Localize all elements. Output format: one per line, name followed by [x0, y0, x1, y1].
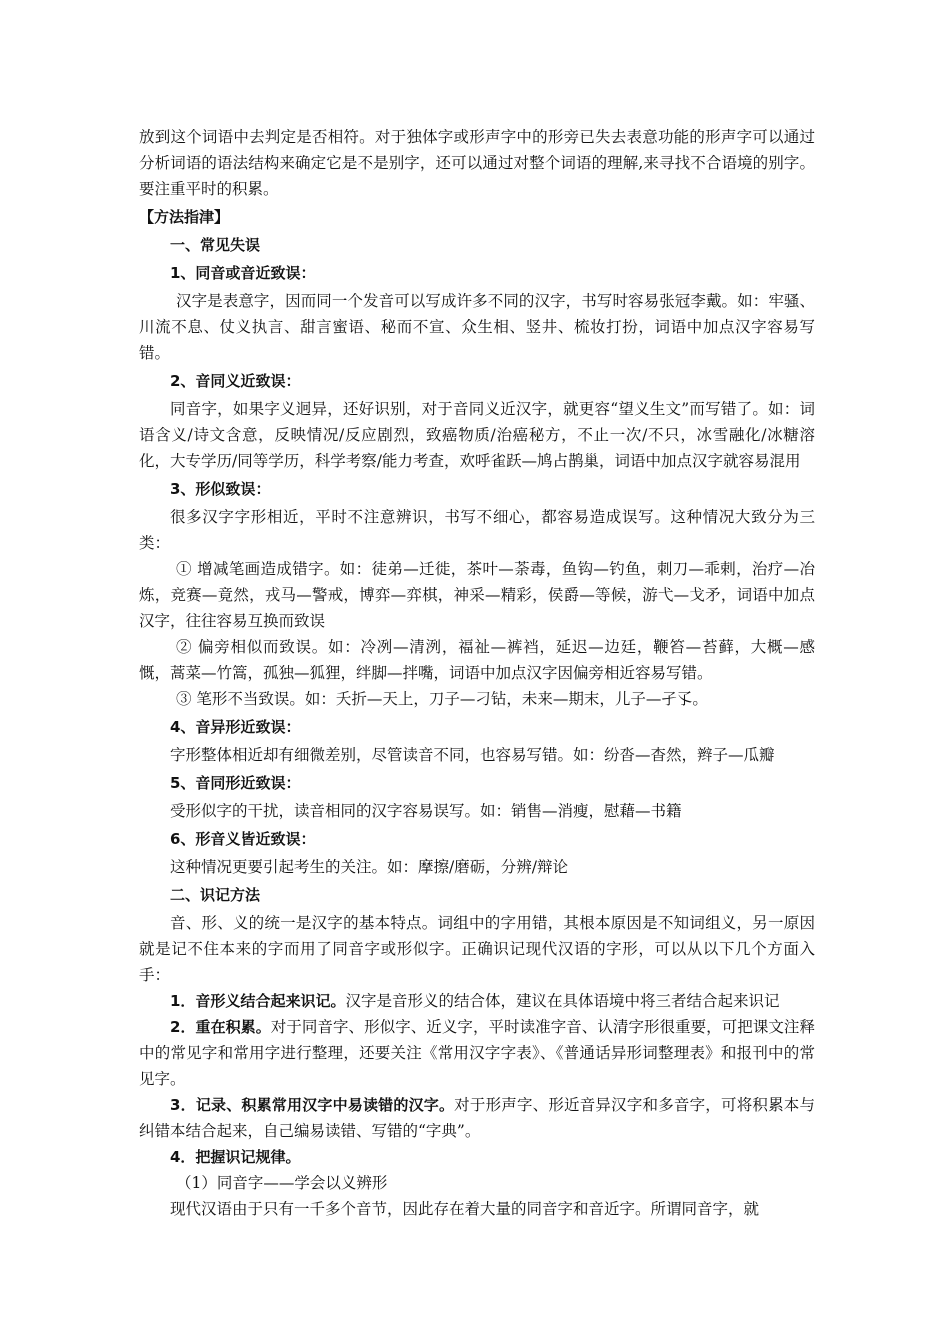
intro-paragraph: 放到这个词语中去判定是否相符。对于独体字或形声字中的形旁已失去表意功能的形声字可以通过分析词语的语法结构来确定它是不是别字，还可以通过对整个词语的理解,来寻找不合语境的别字。要注重平时的积累。: [139, 128, 815, 198]
point-3-text: 对于形声字、形近音异汉字和多音字，可将积累本与纠错本结合起来，自己编易读错、写错的“字典”。: [139, 1096, 815, 1140]
point-1-text: 汉字是音形义的结合体，建议在具体语境中将三者结合起来识记: [345, 992, 780, 1010]
item-3-sub-2: ② 偏旁相似而致误。如：冷冽—清洌，福祉—裤裆，延迟—边廷，鞭笞—苔藓，大概—感慨，蒿菜—竹篙，孤独—狐狸，绊脚—拌嘴，词语中加点汉字因偏旁相近容易写错。: [139, 638, 815, 682]
item-1-title: 1、同音或音近致误：: [170, 264, 316, 282]
item-3-sub-1: ① 增减笔画造成错字。如：徒弟—迁徙，茶叶—荼毒，鱼钩—钓鱼，刺刀—乖剌，治疗—冶炼，竞赛—竟然，戎马—警戒，博弈—弈棋，神采—精彩，侯爵—等候，游弋—戈矛，词语中加点汉字，往往容易互换而致误: [139, 560, 815, 630]
item-5-title: 5、音同形近致误：: [170, 774, 301, 792]
item-4-body: 字形整体相近却有细微差别，尽管读音不同，也容易写错。如：纷沓—杳然，辫子—瓜瓣: [170, 746, 775, 764]
document-page: [139, 124, 815, 1222]
item-3-sub-3: ③ 笔形不当致误。如：夭折—天上，刀子—刁钻，未来—期末，儿子—孑孓。: [176, 690, 708, 708]
item-3-title: 3、形似致误：: [170, 480, 271, 498]
point-4: [139, 1144, 815, 1170]
point-2-lead: 2．重在积累。: [170, 1018, 271, 1036]
item-6-title: 6、形音义皆近致误：: [170, 830, 316, 848]
item-4-title: 4、音异形近致误：: [170, 718, 301, 736]
point-3-lead: 3．记录、积累常用汉字中易读错的汉字。: [170, 1096, 455, 1114]
point-4-lead: 4．把握识记规律。: [170, 1148, 301, 1166]
item-5-body: 受形似字的干扰，读音相同的汉字容易误写。如：销售—消瘦，慰藉—书籍: [170, 802, 682, 820]
item-6-body: 这种情况更要引起考生的关注。如：摩擦/磨砺，分辨/辩论: [170, 858, 568, 876]
item-3-body: 很多汉字字形相近，平时不注意辨识，书写不细心，都容易造成误写。这种情况大致分为三类：: [139, 508, 815, 552]
point-1: [139, 988, 815, 1014]
point-1-lead: 1．音形义结合起来识记。: [170, 992, 346, 1010]
last-paragraph: 现代汉语由于只有一千多个音节，因此存在着大量的同音字和音近字。所谓同音字，就: [170, 1200, 760, 1218]
subsection-1-title: （1）同音字——学会以义辨形: [176, 1174, 388, 1192]
point-2-text: 对于同音字、形似字、近义字，平时读准字音、认清字形很重要，可把课文注释中的常见字和常用字进行整理，还要关注《常用汉字字表》、《普通话异形词整理表》和报刊中的常见字。: [139, 1018, 815, 1088]
point-3: [139, 1092, 815, 1144]
section-2-title: 二、识记方法: [170, 886, 261, 904]
item-1-body: 汉字是表意字，因而同一个发音可以写成许多不同的汉字，书写时容易张冠李戴。如：牢骚、川流不息、仗义执言、甜言蜜语、秘而不宣、众生相、竖井、梳妆打扮，词语中加点汉字容易写错。: [139, 292, 815, 362]
item-2-body: 同音字，如果字义迥异，还好识别，对于音同义近汉字，就更容“望义生文”而写错了。如：词语含义/诗文含意，反映情况/反应剧烈，致癌物质/治癌秘方，不止一次/不只，冰雪融化/冰糖溶化，大专学历/同等学历，科学考察/能力考查，欢呼雀跃—鸠占鹊巢，词语中加点汉字就容易混用: [139, 400, 815, 470]
point-2: [139, 1014, 815, 1092]
method-heading: 【方法指津】: [139, 208, 230, 226]
section-1-title: 一、常见失误: [170, 236, 261, 254]
item-2-title: 2、音同义近致误：: [170, 372, 301, 390]
section-2-intro: 音、形、义的统一是汉字的基本特点。词组中的字用错，其根本原因是不知词组义，另一原因就是记不住本来的字而用了同音字或形似字。正确识记现代汉语的字形，可以从以下几个方面入手：: [139, 914, 815, 984]
